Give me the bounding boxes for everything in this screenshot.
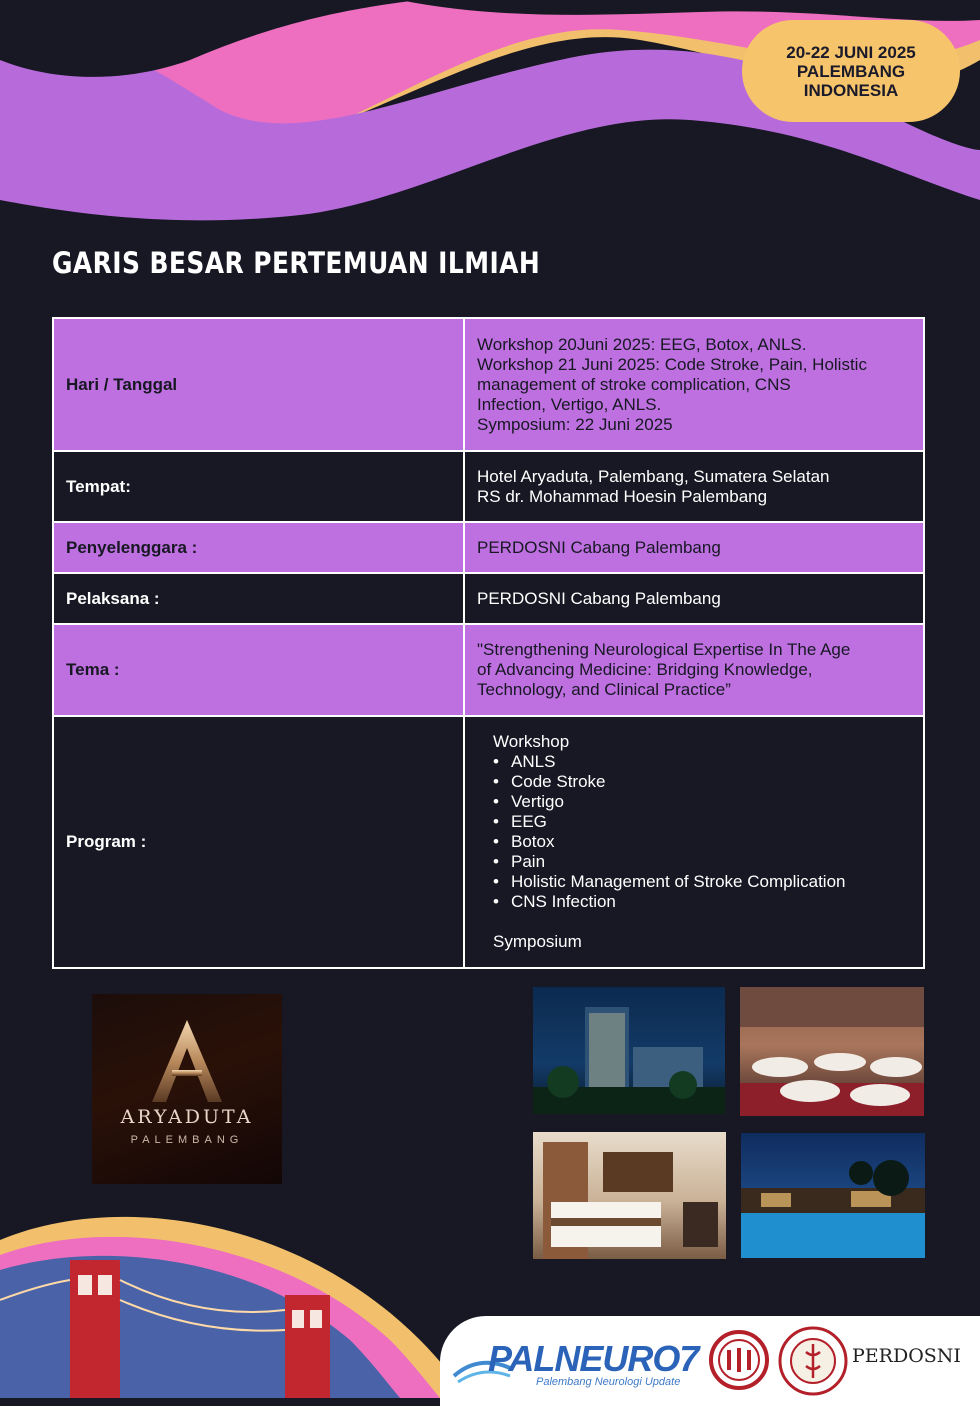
list-item: • Holistic Management of Stroke Complication [511, 872, 911, 892]
pool-photo [741, 1133, 925, 1258]
value-line: Workshop 20Juni 2025: EEG, Botox, ANLS. [477, 334, 807, 354]
palneuro-logo-text: PALNEURO7 [488, 1338, 699, 1379]
list-item: • Botox [511, 832, 911, 852]
palneuro-tagline: Palembang Neurologi Update [536, 1376, 681, 1388]
aryaduta-logo [92, 994, 282, 1184]
list-item: • Code Stroke [511, 772, 911, 792]
value-line: of Advancing Medicine: Bridging Knowledge, [477, 660, 813, 679]
list-item: • ANLS [511, 752, 911, 772]
program-list [477, 732, 911, 952]
row-label-theme: Tema : [53, 624, 464, 716]
aryaduta-city: PALEMBANG [130, 1134, 244, 1146]
aryaduta-name: ARYADUTA [120, 1106, 254, 1128]
table-row [53, 573, 924, 624]
program-symposium: Symposium [493, 932, 582, 951]
row-value-organizer [464, 522, 924, 573]
list-item: • Pain [511, 852, 911, 872]
ballroom-photo [740, 987, 924, 1116]
badge-city: PALEMBANG [796, 61, 906, 81]
table-row [53, 624, 924, 716]
row-label-venue: Tempat: [53, 451, 464, 522]
table-row [53, 522, 924, 573]
value-line: management of stroke complication, CNS [477, 374, 791, 394]
program-heading: Workshop [493, 732, 570, 751]
hotel-room-photo [533, 1132, 726, 1259]
value-line: Workshop 21 Juni 2025: Code Stroke, Pain, Holistic [477, 354, 867, 374]
bottom-wave-bridge-decoration [0, 1200, 470, 1398]
idi-emblem-icon [709, 1330, 769, 1390]
row-value-date [464, 318, 924, 451]
row-value-executor [464, 573, 924, 624]
list-item: • Vertigo [511, 792, 911, 812]
row-label-organizer: Penyelenggara : [53, 522, 464, 573]
row-value-theme [464, 624, 924, 716]
row-label-program: Program : [53, 716, 464, 968]
page-title: GARIS BESAR PERTEMUAN ILMIAH [52, 246, 541, 280]
value-line: RS dr. Mohammad Hoesin Palembang [477, 486, 768, 506]
perdosni-emblem-icon [778, 1326, 848, 1396]
perdosni-logo-text: PERDOSNI [852, 1345, 961, 1367]
badge-date: 20-22 JUNI 2025 [786, 42, 916, 62]
row-value-venue [464, 451, 924, 522]
event-info-table [52, 317, 925, 969]
table-row [53, 451, 924, 522]
event-date-badge [742, 20, 960, 122]
badge-country: INDONESIA [803, 80, 899, 100]
value-line: Symposium: 22 Juni 2025 [477, 414, 673, 434]
hotel-exterior-photo [533, 987, 725, 1114]
value-line: Hotel Aryaduta, Palembang, Sumatera Selatan [477, 466, 830, 486]
value-line: Technology, and Clinical Practice” [477, 680, 731, 699]
list-item: • EEG [511, 812, 911, 832]
row-label-date: Hari / Tanggal [53, 318, 464, 451]
list-item: • CNS Infection [511, 892, 911, 912]
table-row [53, 318, 924, 451]
value-line: PERDOSNI Cabang Palembang [477, 537, 721, 557]
row-value-program [464, 716, 924, 968]
value-line: PERDOSNI Cabang Palembang [477, 588, 721, 608]
aryaduta-a-icon [152, 1020, 222, 1102]
row-label-executor: Pelaksana : [53, 573, 464, 624]
value-line: "Strengthening Neurological Expertise In The Age [477, 640, 851, 659]
value-line: Infection, Vertigo, ANLS. [477, 394, 662, 414]
table-row [53, 716, 924, 968]
